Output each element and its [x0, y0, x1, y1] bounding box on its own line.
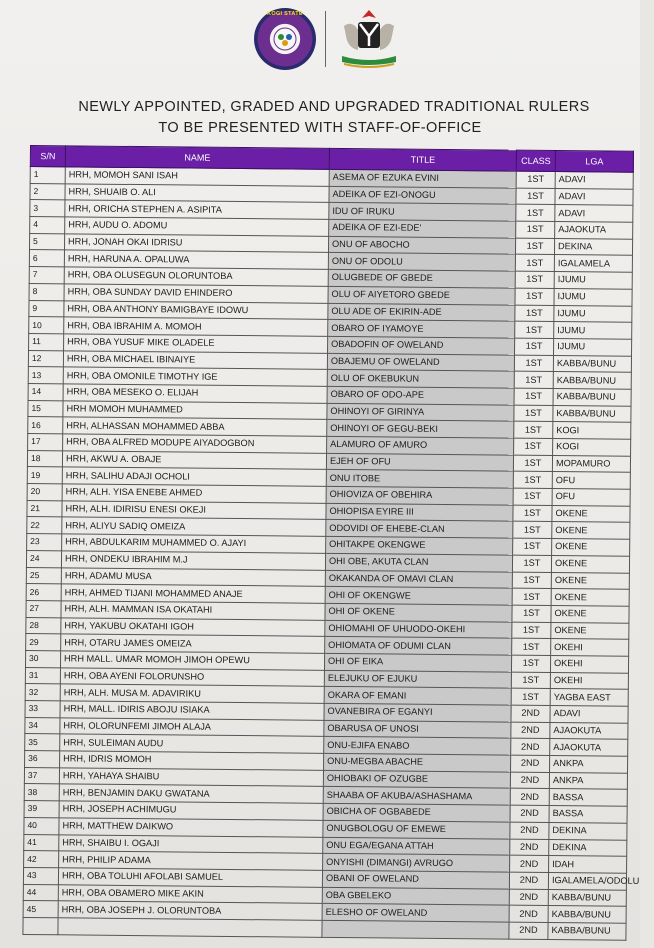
cell-class: 2ND — [509, 889, 548, 906]
cell-lga: OKENE — [552, 522, 630, 539]
cell-title: SHAABA OF AKUBA/ASHASHAMA — [323, 787, 510, 805]
cell-class: 2ND — [510, 855, 549, 872]
cell-name: HRH, ALIYU SADIQ OMEIZA — [62, 517, 326, 536]
cell-sn: 23 — [27, 534, 62, 551]
cell-title: ASEMA OF EZUKA EVINI — [329, 169, 516, 187]
cell-title: ELEJUKU OF EJUKU — [324, 670, 511, 688]
cell-lga: OKENE — [551, 605, 629, 622]
cell-lga: BASSA — [549, 806, 627, 823]
cell-name: HRH, YAHAYA SHAIBU — [59, 768, 323, 787]
cell-lga: KOGI — [553, 422, 631, 439]
cell-class: 1ST — [515, 305, 554, 322]
cell-sn: 37 — [24, 767, 59, 784]
cell-lga: DEKINA — [554, 238, 632, 255]
cell-sn: 45 — [23, 901, 58, 918]
cell-sn: 9 — [29, 300, 64, 317]
cell-class: 1ST — [513, 505, 552, 522]
cell-class: 1ST — [514, 421, 553, 438]
cell-sn: 8 — [29, 283, 64, 300]
cell-name: HRH, ALH. YISA ENEBE AHMED — [62, 484, 326, 503]
cell-sn: 4 — [30, 217, 65, 234]
cell-sn: 27 — [26, 600, 61, 617]
cell-lga: KABBA/BUNU — [553, 355, 631, 372]
cell-name: HRH, OBA JOSEPH J. OLORUNTOBA — [58, 901, 322, 920]
cell-name: HRH, ABDULKARIM MUHAMMED O. AJAYI — [62, 534, 326, 553]
cell-name: HRH, JOSEPH ACHIMUGU — [59, 801, 323, 820]
cell-title: ODOVIDI OF EHEBE-CLAN — [326, 520, 513, 538]
cell-lga: MOPAMURO — [552, 455, 630, 472]
cell-lga: AJAOKUTA — [550, 739, 628, 756]
cell-title: OBAJEMU OF OWELAND — [327, 353, 514, 371]
cell-class: 1ST — [512, 638, 551, 655]
cell-sn: 34 — [25, 717, 60, 734]
cell-sn: 31 — [25, 667, 60, 684]
cell-class: 1ST — [511, 688, 550, 705]
cell-name: HRH, SHAIBU I. OGAJI — [59, 834, 323, 853]
document-title: NEWLY APPOINTED, GRADED AND UPGRADED TRADITIONAL RULERS — [78, 99, 590, 115]
cell-class: 1ST — [513, 472, 552, 489]
cell-sn: 11 — [29, 333, 64, 350]
cell-title: OBA GBELEKO — [322, 887, 509, 905]
cell-title: ONU EGA/EGANA ATTAH — [323, 837, 510, 855]
cell-sn: 28 — [26, 617, 61, 634]
cell-name — [58, 918, 322, 937]
cell-name: HRH, AUDU O. ADOMU — [65, 217, 329, 236]
cell-sn: 20 — [27, 484, 62, 501]
cell-class: 1ST — [516, 188, 555, 205]
cell-title: ALAMURO OF AMURO — [327, 436, 514, 454]
cell-title: OHINOYI OF GIRINYA — [327, 403, 514, 421]
cell-name: HRH, HARUNA A. OPALUWA — [64, 250, 328, 269]
cell-lga: AJAOKUTA — [550, 722, 628, 739]
cell-class: 2ND — [511, 739, 550, 756]
cell-lga: OKENE — [551, 555, 629, 572]
cell-title: EJEH OF OFU — [326, 453, 513, 471]
cell-sn: 24 — [26, 550, 61, 567]
cell-name: HRH, MATTHEW DAIKWO — [59, 818, 323, 837]
cell-name: HRH, OBA OLUSEGUN OLORUNTOBA — [64, 267, 328, 286]
cell-lga: ANKPA — [549, 772, 627, 789]
cell-class: 1ST — [511, 672, 550, 689]
cell-class: 1ST — [515, 321, 554, 338]
cell-class: 1ST — [515, 271, 554, 288]
cell-class: 2ND — [511, 755, 550, 772]
cell-lga: OKENE — [552, 539, 630, 556]
cell-title: OBANI OF OWELAND — [322, 870, 509, 888]
cell-title: ONU-MEGBA ABACHE — [324, 753, 511, 771]
cell-name: HRH, OBA AYENI FOLORUNSHO — [60, 667, 324, 686]
cell-lga: AJAOKUTA — [555, 222, 633, 239]
cell-title: OHITAKPE OKENGWE — [326, 536, 513, 554]
column-header-lga: LGA — [555, 151, 633, 173]
cell-sn: 40 — [24, 817, 59, 834]
cell-title: ONU ITOBE — [326, 470, 513, 488]
cell-title: OLUGBEDE OF GBEDE — [328, 269, 515, 287]
cell-title: OVANEBIRA OF EGANYI — [324, 703, 511, 721]
table-body — [23, 167, 640, 940]
cell-sn: 5 — [29, 233, 64, 250]
cell-name: HRH, OBA OBAMERO MIKE AKIN — [58, 884, 322, 903]
cell-name: HRH, OBA MESEKO O. ELIJAH — [63, 384, 327, 403]
cell-lga: KABBA/BUNU — [553, 388, 631, 405]
cell-lga: IJUMU — [554, 272, 632, 289]
cell-sn — [23, 917, 58, 934]
cell-lga: IJUMU — [554, 322, 632, 339]
cell-sn: 12 — [28, 350, 63, 367]
cell-class: 2ND — [511, 722, 550, 739]
cell-class: 1ST — [514, 438, 553, 455]
cell-class: 2ND — [510, 822, 549, 839]
cell-title: ADEIKA OF EZI-EDE' — [329, 219, 516, 237]
cell-lga: ADAVI — [555, 205, 633, 222]
cell-lga: YAGBA EAST — [550, 689, 628, 706]
cell-sn: 22 — [27, 517, 62, 534]
cell-name: HRH, SHUAIB O. ALI — [65, 184, 329, 203]
cell-lga: OKEHI — [550, 672, 628, 689]
rulers-table — [22, 145, 640, 940]
cell-sn: 43 — [23, 867, 58, 884]
cell-lga: IDAH — [549, 856, 627, 873]
cell-lga: OKENE — [551, 572, 629, 589]
cell-sn: 33 — [25, 700, 60, 717]
cell-title: ELESHO OF OWELAND — [322, 904, 509, 922]
cell-sn: 2 — [30, 183, 65, 200]
cell-sn: 26 — [26, 584, 61, 601]
cell-class: 1ST — [516, 221, 555, 238]
cell-class: 1ST — [516, 171, 555, 188]
cell-class: 2ND — [510, 789, 549, 806]
cell-lga: ANKPA — [550, 756, 628, 773]
cell-class: 1ST — [513, 455, 552, 472]
column-header-class: CLASS — [516, 150, 555, 171]
cell-sn: 44 — [23, 884, 58, 901]
cell-lga: IJUMU — [554, 288, 632, 305]
cell-name: HRH, ALH. MAMMAN ISA OKATAHI — [61, 601, 325, 620]
cell-class: 1ST — [512, 555, 551, 572]
logo-divider — [325, 11, 326, 67]
cell-title: OBARO OF ODO-APE — [327, 386, 514, 404]
cell-lga: OKENE — [551, 622, 629, 639]
cell-class: 2ND — [510, 805, 549, 822]
cell-title: OHI OF OKENGWE — [325, 587, 512, 605]
cell-title: OHIOPISA EYIRE III — [326, 503, 513, 521]
cell-title: OBARO OF IYAMOYE — [328, 320, 515, 338]
cell-title: ONUGBOLOGU OF EMEWE — [323, 820, 510, 838]
cell-class: 1ST — [513, 522, 552, 539]
cell-lga: OFU — [552, 472, 630, 489]
cell-name: HRH, OBA ANTHONY BAMIGBAYE IDOWU — [64, 300, 328, 319]
cell-name: HRH, MOMOH SANI ISAH — [65, 167, 329, 186]
cell-sn: 13 — [28, 367, 63, 384]
cell-sn: 18 — [27, 450, 62, 467]
cell-title: OLU OF AIYETORO GBEDE — [328, 286, 515, 304]
cell-class: 1ST — [512, 588, 551, 605]
cell-name: HRH, YAKUBU OKATAHI IGOH — [61, 617, 325, 636]
cell-title: OKARA OF EMANI — [324, 687, 511, 705]
cell-sn: 6 — [29, 250, 64, 267]
cell-name: HRH, OLORUNFEMI JIMOH ALAJA — [60, 718, 324, 737]
cell-lga: KABBA/BUNU — [553, 372, 631, 389]
cell-class: 2ND — [509, 872, 548, 889]
nigeria-coat-of-arms-logo — [334, 6, 404, 72]
cell-class: 2ND — [510, 839, 549, 856]
cell-title: OHI OF EIKA — [324, 653, 511, 671]
column-header-title: TITLE — [329, 148, 516, 171]
cell-name: HRH, OBA OMONILE TIMOTHY IGE — [63, 367, 327, 386]
cell-class: 1ST — [513, 538, 552, 555]
cell-sn: 1 — [30, 167, 65, 184]
cell-title: ONU OF ABOCHO — [328, 236, 515, 254]
cell-lga: OKENE — [552, 505, 630, 522]
document-subtitle: TO BE PRESENTED WITH STAFF-OF-OFFICE — [158, 120, 482, 136]
cell-title: ONU-EJIFA ENABO — [324, 737, 511, 755]
cell-class: 2ND — [509, 905, 548, 922]
cell-name: HRH, OBA TOLUHI AFOLABI SAMUEL — [58, 868, 322, 887]
cell-title: OBICHA OF OGBABEDE — [323, 803, 510, 821]
cell-title: OHIOMATA OF ODUMI CLAN — [325, 637, 512, 655]
cell-class: 1ST — [515, 288, 554, 305]
cell-sn: 30 — [25, 650, 60, 667]
cell-name: HRH, BENJAMIN DAKU GWATANA — [59, 784, 323, 803]
cell-title: OKAKANDA OF OMAVI CLAN — [325, 570, 512, 588]
cell-class: 2ND — [510, 772, 549, 789]
cell-name: HRH, OTARU JAMES OMEIZA — [61, 634, 325, 653]
cell-class: 1ST — [515, 238, 554, 255]
cell-sn: 14 — [28, 383, 63, 400]
cell-lga: KOGI — [553, 439, 631, 456]
cell-sn: 19 — [27, 467, 62, 484]
cell-name: HRH, OBA MICHAEL IBINAIYE — [63, 350, 327, 369]
cell-lga: IJUMU — [554, 305, 632, 322]
cell-title: OHINOYI OF GEGU-BEKI — [327, 420, 514, 438]
cell-sn: 38 — [24, 784, 59, 801]
cell-lga: IGALAMELA/ODOLU — [548, 872, 626, 889]
cell-class: 1ST — [514, 388, 553, 405]
cell-class: 1ST — [511, 655, 550, 672]
cell-name: HRH, SALIHU ADAJI OCHOLI — [62, 467, 326, 486]
cell-sn: 16 — [28, 417, 63, 434]
cell-title: OLU ADE OF EKIRIN-ADE — [328, 303, 515, 321]
cell-sn: 15 — [28, 400, 63, 417]
cell-lga: DEKINA — [549, 839, 627, 856]
cell-class: 1ST — [514, 405, 553, 422]
cell-name: HRH, PHILIP ADAMA — [59, 851, 323, 870]
cell-name: HRH, OBA YUSUF MIKE OLADELE — [64, 334, 328, 353]
cell-lga: IGALAMELA — [554, 255, 632, 272]
cell-name: HRH, AHMED TIJANI MOHAMMED ANAJE — [61, 584, 325, 603]
cell-lga: KABBA/BUNU — [553, 405, 631, 422]
cell-name: HRH, OBA ALFRED MODUPE AIYADOGBON — [63, 434, 327, 453]
cell-title: IDU OF IRUKU — [329, 203, 516, 221]
cell-class: 1ST — [512, 622, 551, 639]
cell-name: HRH MALL. UMAR MOMOH JIMOH OPEWU — [60, 651, 324, 670]
cell-name: HRH, ALHASSAN MOHAMMED ABBA — [63, 417, 327, 436]
cell-title: OHIOVIZA OF OBEHIRA — [326, 486, 513, 504]
cell-lga: IJUMU — [554, 338, 632, 355]
cell-lga: OFU — [552, 489, 630, 506]
cell-sn: 17 — [28, 433, 63, 450]
cell-name: HRH, OBA SUNDAY DAVID EHINDERO — [64, 284, 328, 303]
cell-title: OBADOFIN OF OWELAND — [328, 336, 515, 354]
cell-name: HRH, SULEIMAN AUDU — [60, 734, 324, 753]
cell-title: ONU OF ODOLU — [328, 253, 515, 271]
cell-name: HRH, ALH. IDIRISU ENESI OKEJI — [62, 501, 326, 520]
cell-lga: OKEHI — [550, 655, 628, 672]
column-header-name: NAME — [65, 146, 329, 170]
cell-name: HRH, ORICHA STEPHEN A. ASIPITA — [65, 200, 329, 219]
header-logos — [254, 4, 404, 74]
cell-name: HRH, OBA IBRAHIM A. MOMOH — [64, 317, 328, 336]
cell-sn: 36 — [25, 751, 60, 768]
rulers-table-container — [22, 145, 640, 940]
cell-name: HRH, AKWU A. OBAJE — [62, 451, 326, 470]
cell-lga: ADAVI — [555, 172, 633, 189]
cell-title: ADEIKA OF EZI-ONOGU — [329, 186, 516, 204]
cell-sn: 3 — [30, 200, 65, 217]
cell-name: HRH, ADAMU MUSA — [61, 567, 325, 586]
cell-class: 1ST — [512, 572, 551, 589]
cell-class: 1ST — [514, 371, 553, 388]
cell-sn: 29 — [26, 634, 61, 651]
seal-emblem-icon — [272, 26, 298, 52]
seal-ring-text: KOGI STATE — [267, 11, 303, 17]
cell-sn: 25 — [26, 567, 61, 584]
cell-lga: KABBA/BUNU — [548, 922, 626, 939]
cell-title: OHI OF OKENE — [325, 603, 512, 621]
cell-class: 1ST — [513, 488, 552, 505]
cell-lga: ADAVI — [550, 706, 628, 723]
cell-lga: KABBA/BUNU — [548, 889, 626, 906]
cell-class: 2ND — [511, 705, 550, 722]
cell-title: OLU OF OKEBUKUN — [327, 370, 514, 388]
cell-class: 2ND — [509, 922, 548, 939]
cell-sn: 32 — [25, 684, 60, 701]
cell-sn: 35 — [25, 734, 60, 751]
cell-title — [322, 920, 509, 938]
cell-class: 1ST — [516, 205, 555, 222]
kogi-state-seal-logo — [254, 8, 316, 70]
cell-title: OBARUSA OF UNOSI — [324, 720, 511, 738]
cell-name: HRH MOMOH MUHAMMED — [63, 400, 327, 419]
cell-sn: 39 — [24, 801, 59, 818]
cell-sn: 42 — [24, 851, 59, 868]
cell-class: 1ST — [515, 338, 554, 355]
cell-lga: BASSA — [549, 789, 627, 806]
cell-lga: KABBA/BUNU — [548, 906, 626, 923]
column-header-sn: S/N — [30, 146, 65, 167]
cell-title: OHIOBAKI OF OZUGBE — [323, 770, 510, 788]
cell-sn: 21 — [27, 500, 62, 517]
cell-name: HRH, MALL. IDIRIS ABOJU ISIAKA — [60, 701, 324, 720]
cell-sn: 7 — [29, 267, 64, 284]
cell-name: HRH, ONDEKU IBRAHIM M.J — [61, 551, 325, 570]
cell-name: HRH, ALH. MUSA M. ADAVIRIKU — [60, 684, 324, 703]
cell-title: ONYISHI (DIMANGI) AVRUGO — [323, 854, 510, 872]
cell-sn: 10 — [29, 317, 64, 334]
cell-class: 1ST — [514, 355, 553, 372]
cell-title: OHIOMAHI OF UHUODO-OKEHI — [325, 620, 512, 638]
cell-class: 1ST — [515, 255, 554, 272]
cell-title: OHI OBE, AKUTA CLAN — [325, 553, 512, 571]
cell-sn: 41 — [24, 834, 59, 851]
cell-lga: ADAVI — [555, 188, 633, 205]
cell-class: 1ST — [512, 605, 551, 622]
cell-name: HRH, IDRIS MOMOH — [60, 751, 324, 770]
cell-lga: OKEHI — [551, 639, 629, 656]
cell-lga: OKENE — [551, 589, 629, 606]
cell-lga: DEKINA — [549, 822, 627, 839]
cell-name: HRH, JONAH OKAI IDRISU — [64, 234, 328, 253]
